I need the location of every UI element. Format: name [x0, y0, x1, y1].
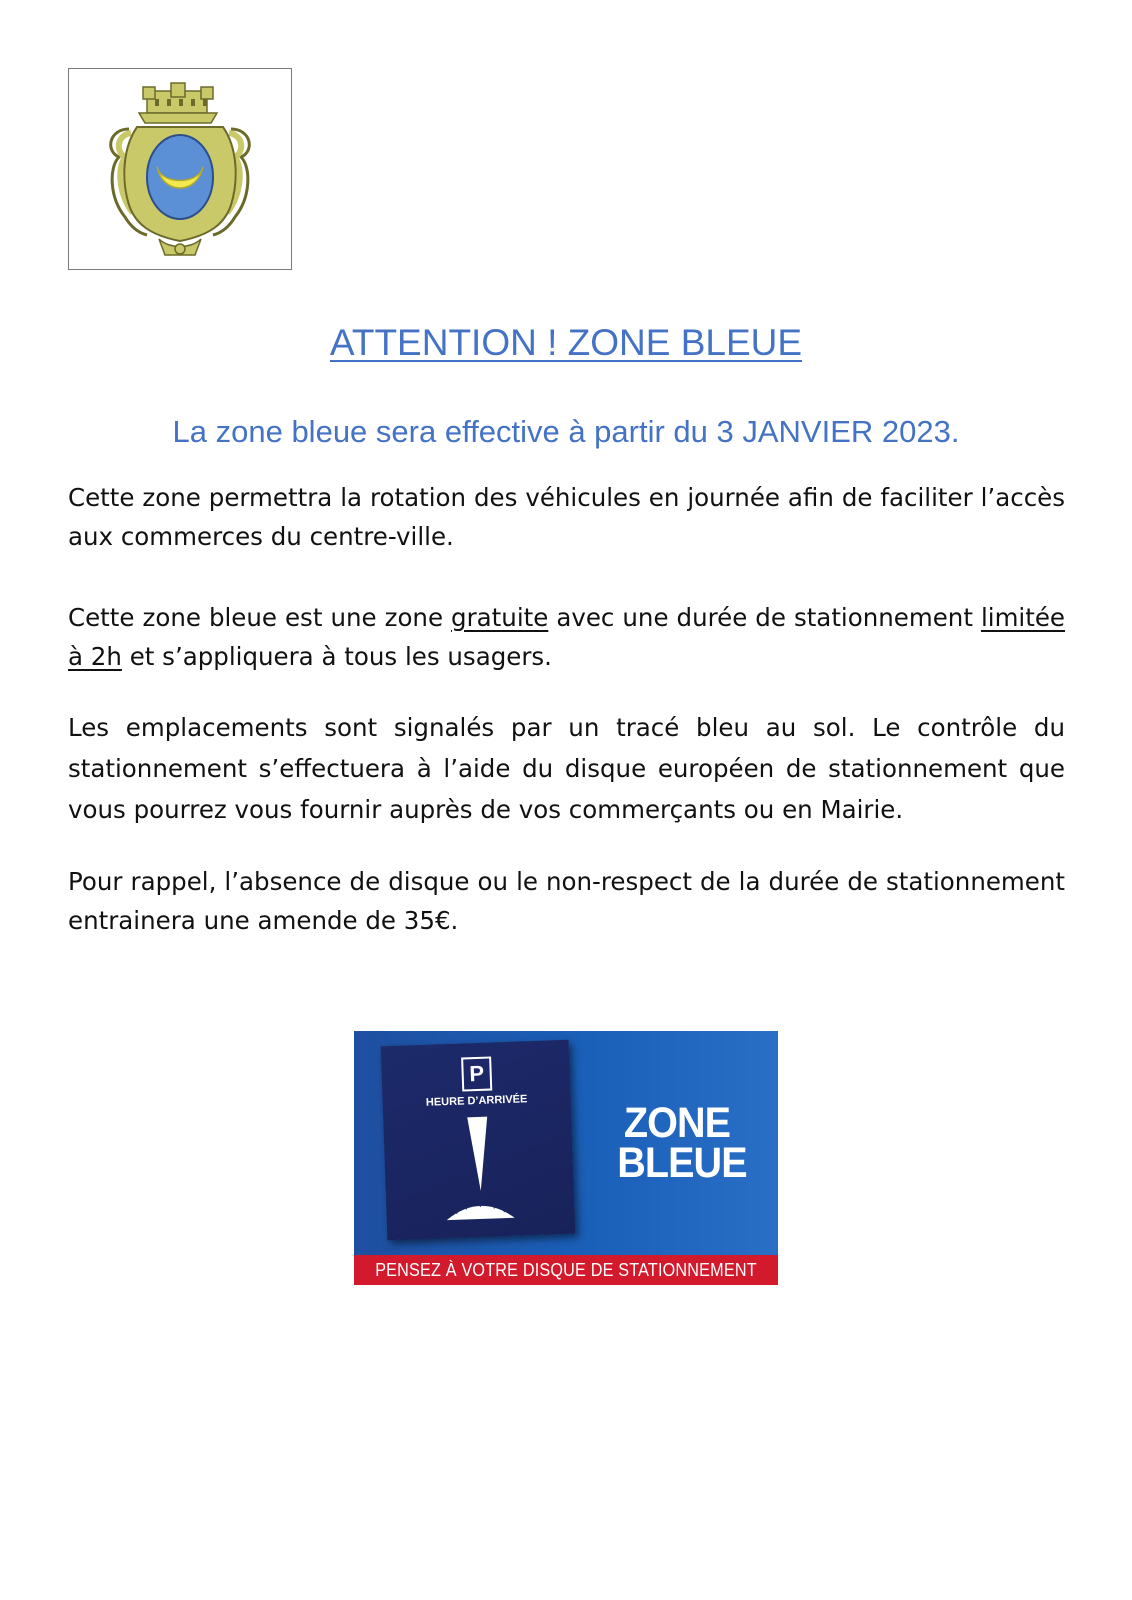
parking-letter: P: [461, 1056, 492, 1091]
text-fragment: avec une durée de stationnement: [548, 603, 981, 632]
coat-of-arms-icon: [69, 69, 291, 269]
text-fragment: et s’appliquera à tous les usagers.: [121, 642, 552, 671]
page-subtitle: La zone bleue sera effective à partir du 3 JANVIER 2023.: [172, 414, 960, 449]
paragraph-amende: Pour rappel, l’absence de disque ou le non-respect de la durée de stationnement entrainera une amende de 35€.: [68, 867, 1065, 935]
parking-disc: [381, 1040, 576, 1240]
heure-arrivee-label: HEURE D’ARRIVÉE: [425, 1093, 528, 1109]
paragraph-rotation: Cette zone permettra la rotation des véhicules en journée afin de faciliter l’accès aux commerces du centre-ville.: [68, 483, 1065, 551]
text-fragment: Cette zone bleue est une zone: [68, 603, 452, 632]
zone-line-1: ZONE: [623, 1099, 731, 1147]
zone-bleue-banner: [354, 1031, 778, 1310]
reminder-text: PENSEZ À VOTRE DISQUE DE STATIONNEMENT !: [375, 1260, 757, 1310]
zone-line-2: BLEUE: [617, 1139, 747, 1187]
reminder-bar: [354, 1255, 778, 1310]
paragraph-emplacements: Les emplacements sont signalés par un tracé bleu au sol. Le contrôle du stationnement s’effectuera à l’aide du disque européen de stationnement que vous pourrez vous fournir auprès de vos commerçants ou en Mairie.: [68, 713, 1065, 824]
zone-bleue-text: [617, 1099, 747, 1187]
underlined-limitee: limitée à 2h: [68, 603, 1065, 671]
disc-needle-icon: [381, 1040, 576, 1240]
coat-of-arms-frame: [68, 68, 292, 270]
underlined-gratuite: gratuite: [451, 603, 549, 632]
paragraph-gratuite: [68, 598, 1065, 676]
page-title: ATTENTION ! ZONE BLEUE: [329, 322, 803, 363]
